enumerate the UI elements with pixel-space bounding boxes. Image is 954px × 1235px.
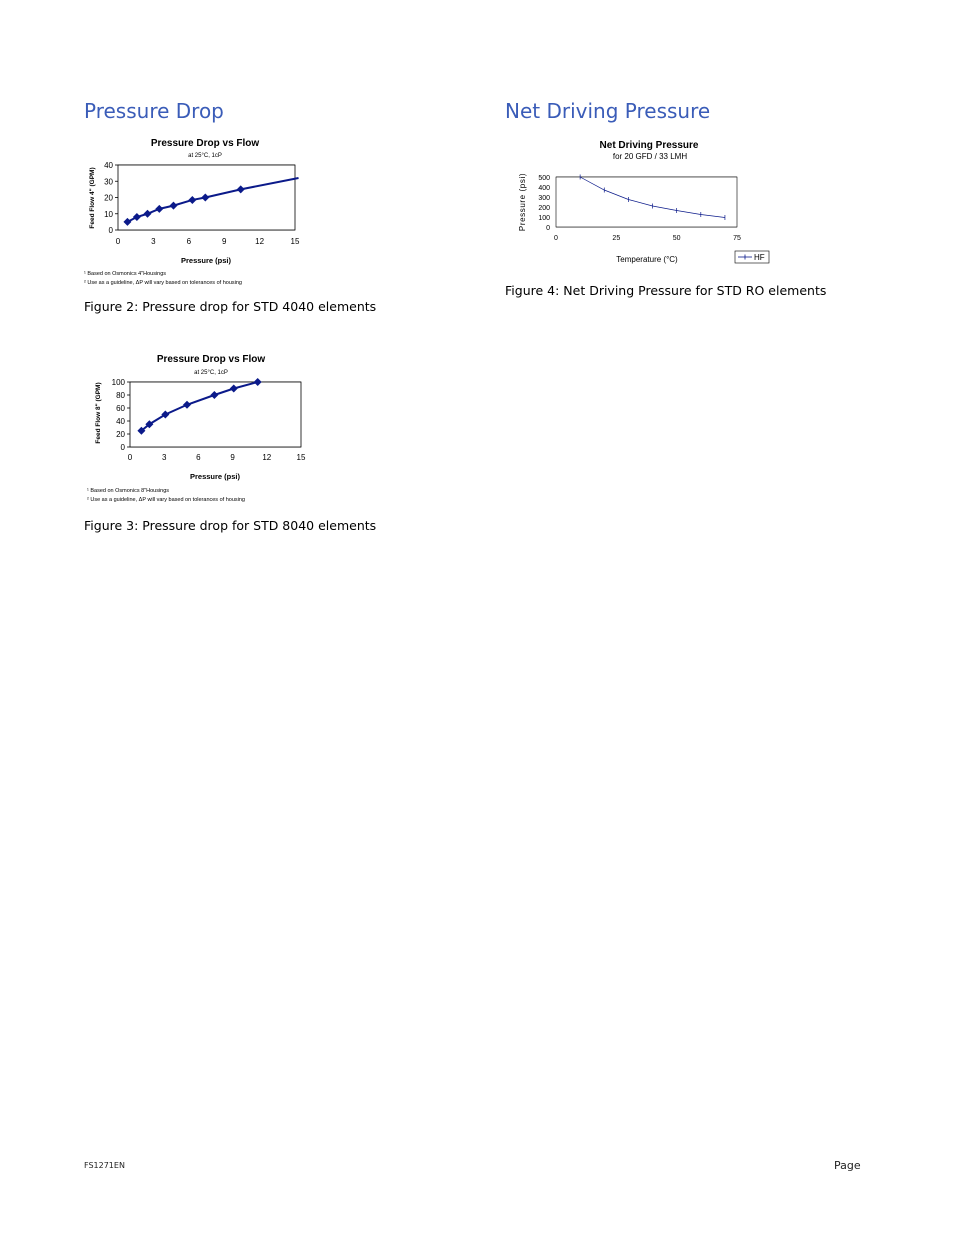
axes bbox=[556, 177, 737, 227]
figure-4-caption: Figure 4: Net Driving Pressure for STD RO elements bbox=[505, 283, 827, 298]
section-heading-pressure-drop: Pressure Drop bbox=[84, 99, 224, 123]
legend-label: HF bbox=[754, 253, 765, 262]
y-tick-labels bbox=[112, 378, 126, 452]
y-tick-label: 400 bbox=[538, 185, 550, 192]
x-tick-label: 0 bbox=[127, 453, 133, 462]
x-tick-label: 25 bbox=[612, 235, 621, 242]
x-axis-label: Pressure (psi) bbox=[189, 472, 241, 481]
y-axis-label: Feed Flow 8" (GPM) bbox=[95, 382, 102, 444]
chart-canvas bbox=[84, 349, 314, 509]
pressure-drop-4040-chart bbox=[84, 132, 314, 292]
y-tick-label: 500 bbox=[538, 175, 550, 182]
y-tick-label: 10 bbox=[104, 209, 113, 219]
chart-subtitle: at 25°C, 1cP bbox=[194, 370, 228, 376]
x-tick-label: 12 bbox=[255, 237, 265, 246]
y-tick-labels bbox=[538, 175, 550, 232]
x-tick-label: 0 bbox=[115, 237, 121, 246]
x-tick-label: 9 bbox=[221, 237, 227, 246]
figure-3-caption: Figure 3: Pressure drop for STD 8040 elements bbox=[84, 518, 377, 533]
x-tick-label: 0 bbox=[554, 235, 558, 242]
x-tick-label: 6 bbox=[196, 453, 201, 462]
y-tick-label: 200 bbox=[538, 205, 550, 212]
y-tick-labels bbox=[104, 161, 113, 235]
x-tick-label: 3 bbox=[161, 453, 167, 462]
y-tick-label: 20 bbox=[104, 193, 113, 203]
footer-page-label: Page bbox=[834, 1159, 861, 1172]
x-tick-label: 9 bbox=[230, 453, 235, 462]
x-tick-labels bbox=[128, 453, 306, 462]
y-tick-label: 80 bbox=[116, 391, 125, 400]
y-tick-label: 60 bbox=[116, 404, 125, 413]
y-tick-label: 300 bbox=[538, 195, 550, 202]
net-driving-pressure-chart bbox=[505, 136, 785, 266]
footnote-2: ² Use as a guideline, ΔP will vary based on tolerances of housing bbox=[87, 497, 245, 503]
y-tick-label: 100 bbox=[538, 215, 550, 222]
x-tick-label: 6 bbox=[186, 237, 192, 246]
y-tick-label: 40 bbox=[116, 417, 125, 426]
footnote-1: ¹ Based on Osmonics 8"Housings bbox=[87, 488, 170, 494]
chart-canvas bbox=[84, 132, 314, 292]
chart-canvas bbox=[505, 136, 785, 266]
footer-doc-code: FS1271EN bbox=[84, 1161, 125, 1170]
pressure-drop-8040-chart bbox=[84, 349, 314, 509]
x-axis-label: Temperature (°C) bbox=[616, 255, 678, 264]
x-tick-labels bbox=[554, 235, 741, 242]
y-tick-label: 0 bbox=[120, 443, 125, 452]
footnote-2: ² Use as a guideline, ΔP will vary based on tolerances of housing bbox=[84, 280, 242, 286]
chart-subtitle: at 25°C, 1cP bbox=[188, 153, 222, 159]
y-tick-label: 20 bbox=[116, 430, 125, 439]
x-tick-label: 15 bbox=[290, 237, 300, 246]
y-tick-label: 0 bbox=[546, 225, 550, 232]
figure-2-caption: Figure 2: Pressure drop for STD 4040 elements bbox=[84, 299, 377, 314]
y-axis-label: Feed Flow 4" (GPM) bbox=[89, 167, 96, 229]
plot-area bbox=[130, 382, 301, 447]
y-axis-label: Pressure (psi) bbox=[518, 172, 527, 232]
y-tick-label: 100 bbox=[111, 378, 125, 387]
chart-subtitle: for 20 GFD / 33 LMH bbox=[612, 152, 688, 161]
footnote-1: ¹ Based on Osmonics 4"Housings bbox=[84, 271, 167, 277]
legend bbox=[735, 251, 769, 263]
x-tick-label: 50 bbox=[672, 235, 681, 242]
y-tick-label: 40 bbox=[104, 161, 113, 170]
x-tick-label: 75 bbox=[733, 235, 741, 242]
x-axis-label: Pressure (psi) bbox=[180, 256, 232, 265]
y-tick-label: 30 bbox=[104, 177, 113, 187]
x-tick-labels bbox=[116, 237, 300, 246]
x-tick-label: 12 bbox=[262, 453, 272, 462]
chart-title: Pressure Drop vs Flow bbox=[156, 354, 266, 365]
chart-title: Pressure Drop vs Flow bbox=[150, 138, 260, 149]
plot-area bbox=[556, 177, 737, 227]
chart-title: Net Driving Pressure bbox=[599, 140, 699, 151]
section-heading-net-driving-pressure: Net Driving Pressure bbox=[505, 99, 711, 123]
y-tick-label: 0 bbox=[108, 226, 113, 235]
x-tick-label: 3 bbox=[151, 237, 156, 246]
x-tick-label: 15 bbox=[296, 453, 306, 462]
